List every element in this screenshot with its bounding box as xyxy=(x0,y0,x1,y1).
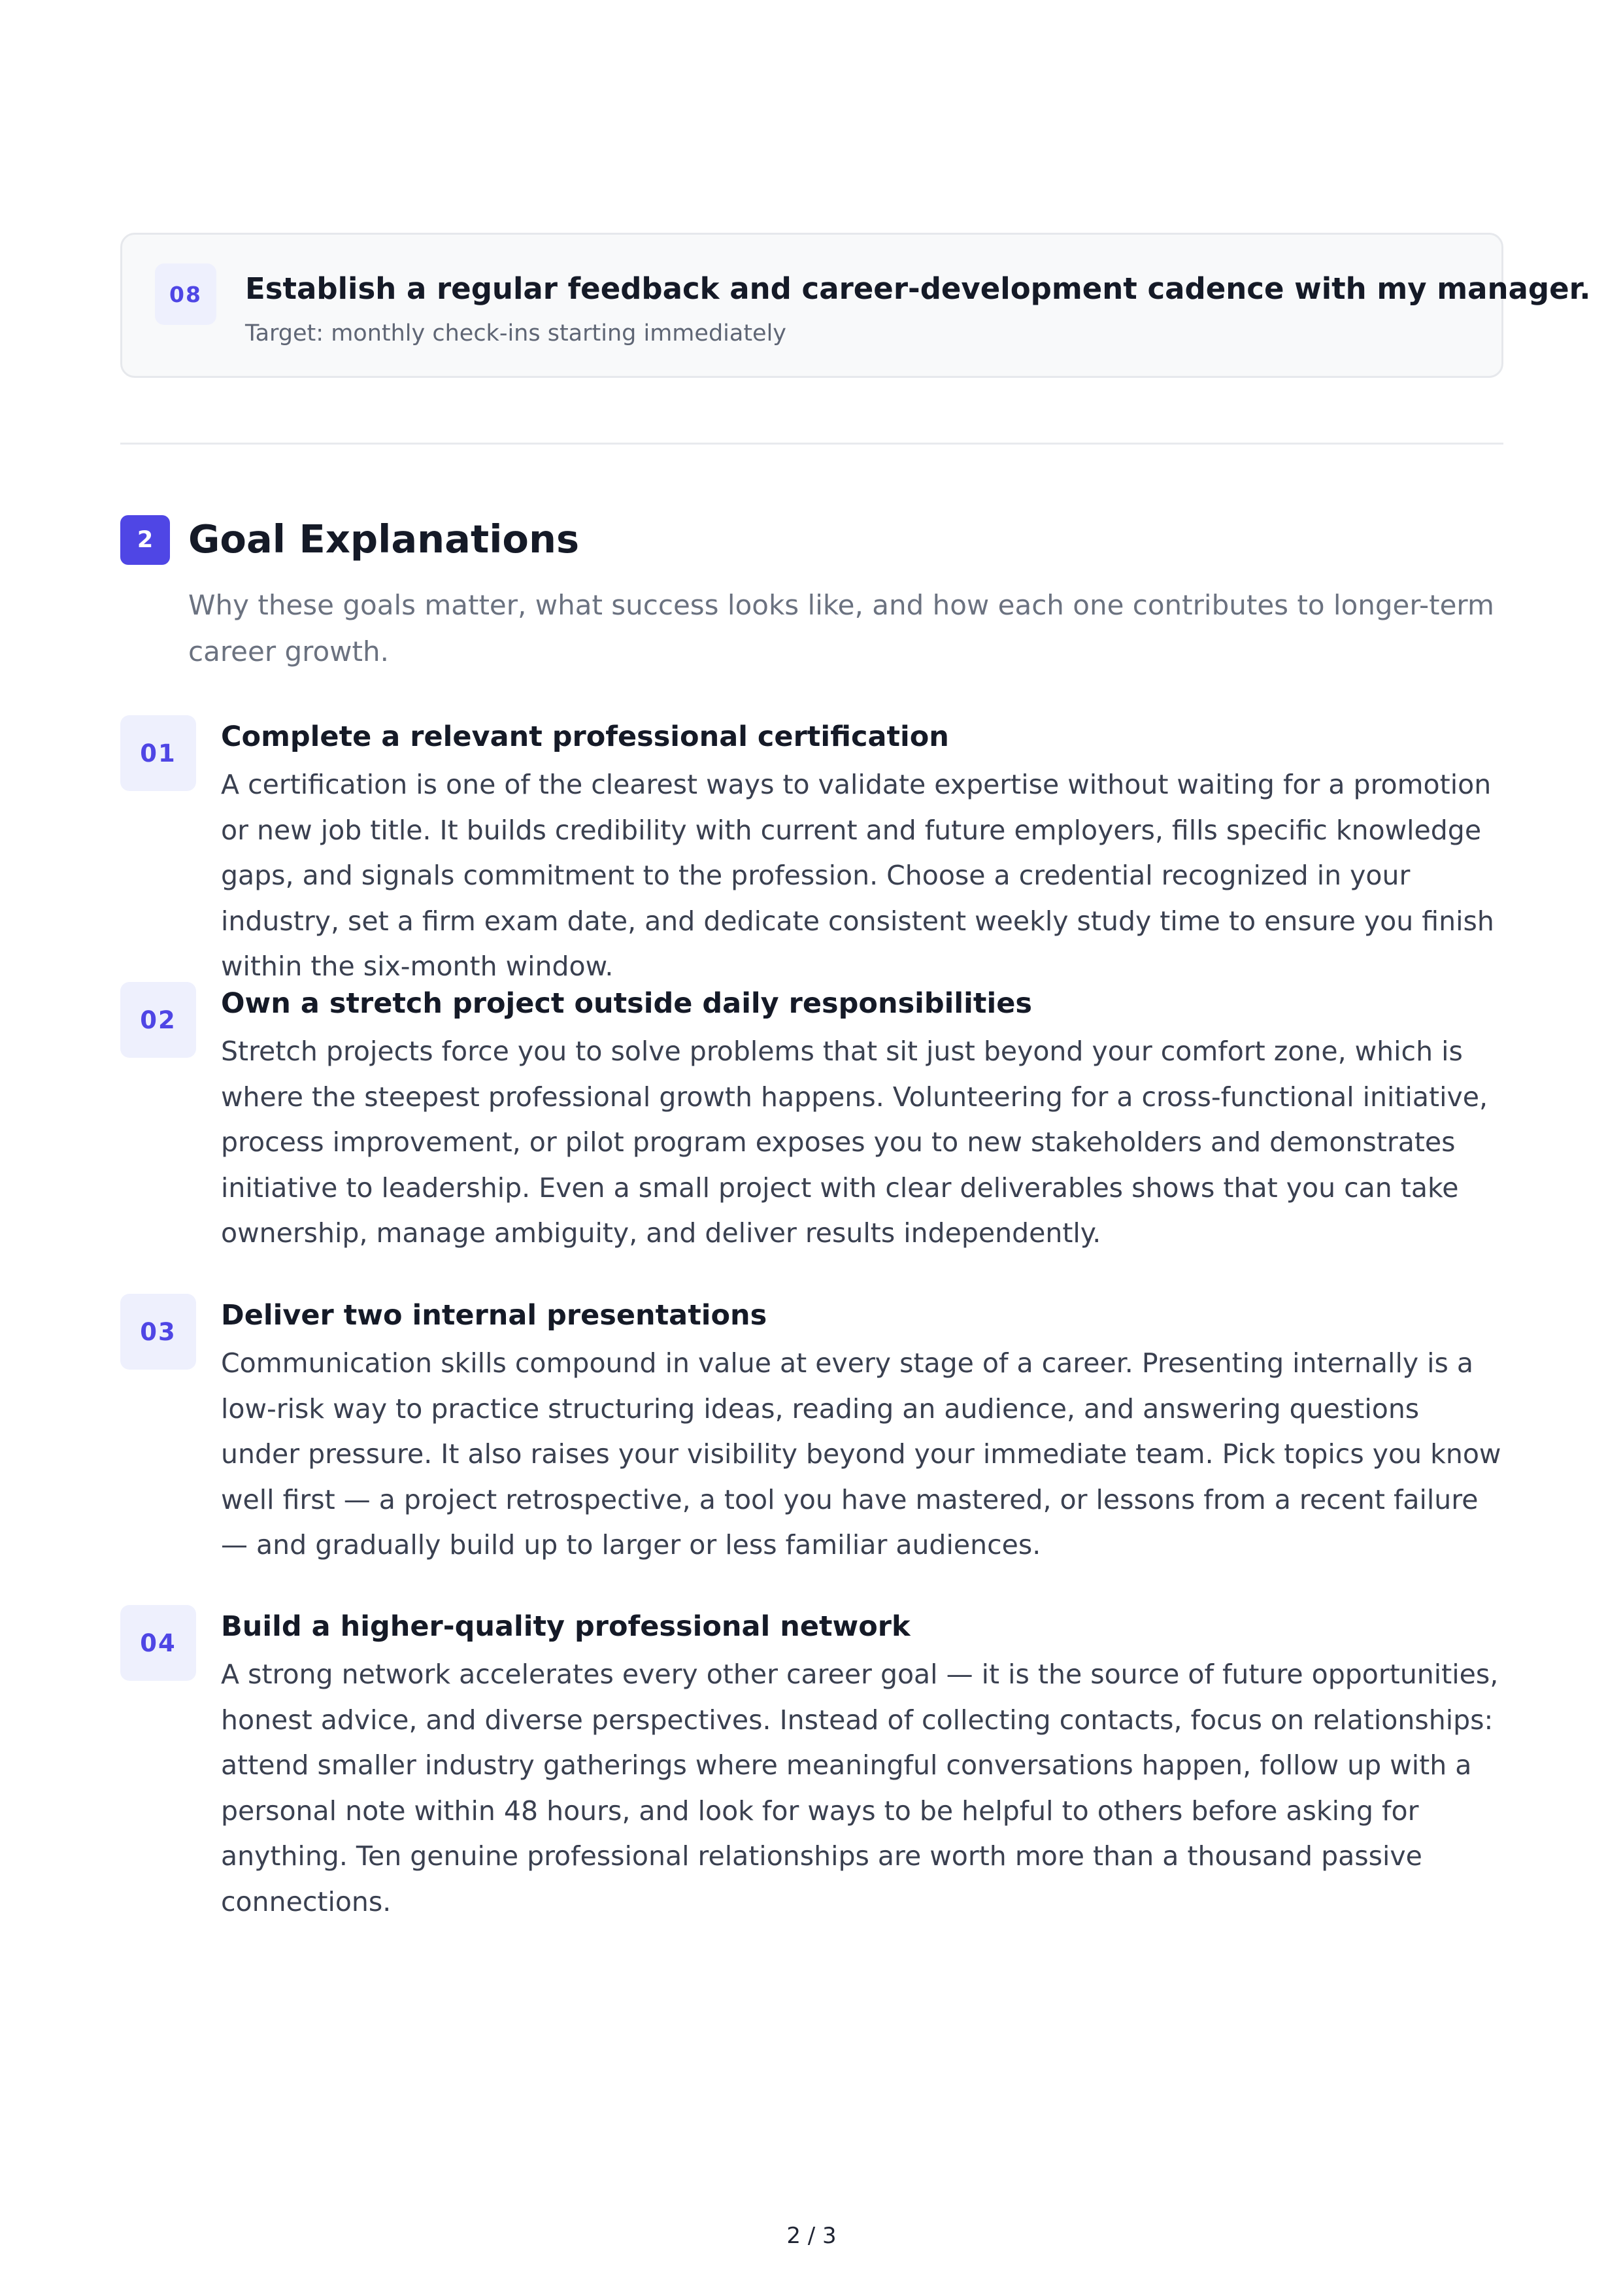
goal-card xyxy=(120,233,1591,378)
goal-target: Target: monthly check-ins starting immediately xyxy=(245,320,787,346)
section-number-badge: 2 xyxy=(120,515,170,565)
explanation-title: Deliver two internal presentations xyxy=(221,1299,767,1332)
section-title: Goal Explanations xyxy=(188,516,580,562)
explanation-title: Own a stretch project outside daily responsibilities xyxy=(221,987,1032,1020)
explanation-number-badge: 02 xyxy=(120,982,196,1058)
section-description: Why these goals matter, what success looks like, and how each one contributes to longer-term career growth. xyxy=(188,589,1494,667)
explanation-title: Complete a relevant professional certification xyxy=(221,720,949,753)
explanation-body: Communication skills compound in value at every stage of a career. Presenting internally is a low-risk way to practice structuring ideas, reading an audience, and answering questions under pressure. It also raises your visibility beyond your immediate team. Pick topics you know well first — a project retrospective, a tool you have mastered, or lessons from a recent failure — and gradually build up to larger or less familiar audiences. xyxy=(221,1347,1501,1561)
goal-title: Establish a regular feedback and career-development cadence with my manager. xyxy=(245,271,1591,306)
explanation-body: A certification is one of the clearest ways to validate expertise without waiting for a promotion or new job title. It builds credibility with current and future employers, fills specific knowledge gaps, and signals commitment to the profession. Choose a credential recognized in your industry, set a firm exam date, and dedicate consistent weekly study time to ensure you finish within the six-month window. xyxy=(221,769,1494,982)
section-divider xyxy=(120,443,1503,445)
explanation-number-badge: 03 xyxy=(120,1294,196,1370)
explanation-title: Build a higher-quality professional network xyxy=(221,1610,911,1643)
explanation-body: Stretch projects force you to solve problems that sit just beyond your comfort zone, which is where the steepest professional growth happens. Volunteering for a cross-functional initiative, process improvement, or pilot program exposes you to new stakeholders and demonstrates initiative to leadership. Even a small project with clear deliverables shows that you can take ownership, manage ambiguity, and deliver results independently. xyxy=(221,1036,1488,1249)
explanation-number-badge: 01 xyxy=(120,715,196,791)
explanation-number-badge: 04 xyxy=(120,1605,196,1681)
page-number: 2 / 3 xyxy=(786,2223,837,2249)
goal-number-badge: 08 xyxy=(155,263,216,325)
explanation-body: A strong network accelerates every other career goal — it is the source of future opportunities, honest advice, and diverse perspectives. Instead of collecting contacts, focus on relationships: attend smaller industry gatherings where meaningful conversations happen, follow up with a personal note within 48 hours, and look for ways to be helpful to others before asking for anything. Ten genuine professional relationships are worth more than a thousand passive connections. xyxy=(221,1659,1499,1917)
